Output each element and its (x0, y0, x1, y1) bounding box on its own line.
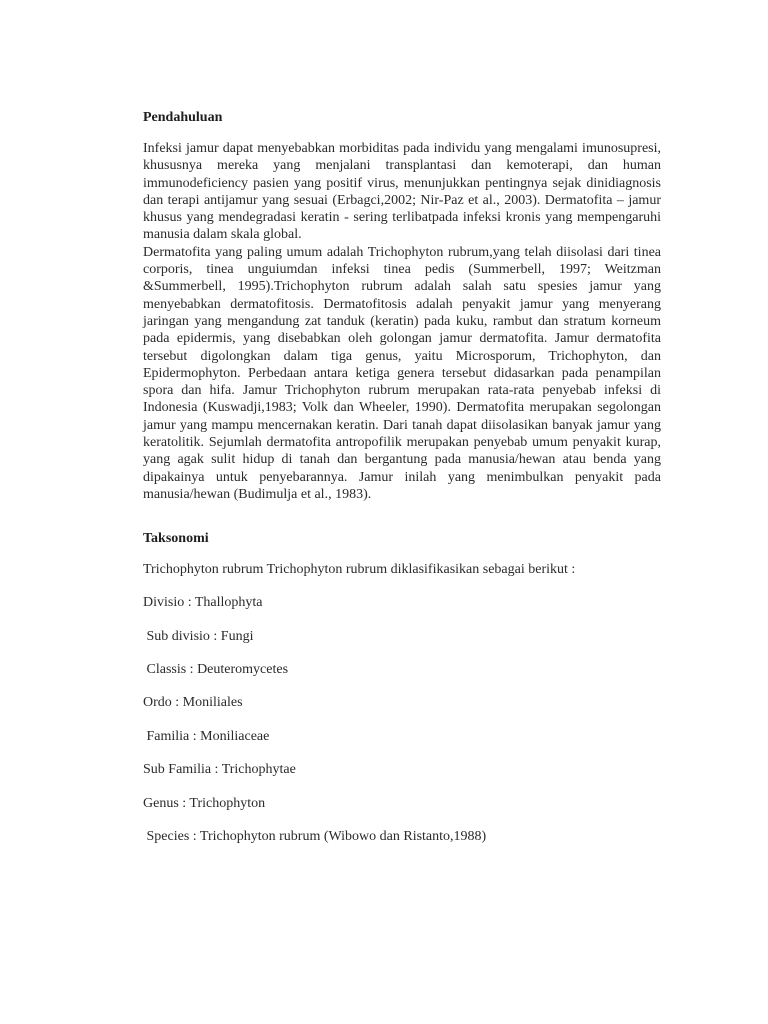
taxonomy-classis: Classis : Deuteromycetes (143, 662, 289, 678)
intro-paragraph-2: Dermatofita yang paling umum adalah Trichophyton rubrum,yang telah diisolasi dari tinea corporis, tinea unguiumdan infeksi tinea pedis (Summerbell, 1997; Weitzman &Summerbell, 1995).Trichophyton rubrum adalah salah satu spesies jamur yang menyebabkan dermatofitosis. Dermatofitosis adalah penyakit jamur yang menyerang jaringan yang mengandung zat tanduk (keratin) pada kuku, rambut dan stratum korneum pada epidermis, yang disebabkan oleh golongan jamur dermatofita. Jamur dermatofita tersebut digolongkan dalam tiga genus, yaitu Microsporum, Trichophyton, dan Epidermophyton. Perbedaan antara ketiga genera tersebut didasarkan pada penampilan spora dan hifa. Jamur Trichophyton rubrum merupakan rata-rata penyebab infeksi di Indonesia (Kuswadji,1983; Volk dan Wheeler, 1990). Dermatofita merupakan segolongan jamur yang mampu mencernakan keratin. Dari tanah dapat diisolasikan banyak jamur yang keratolitik. Sejumlah dermatofita antropofilik merupakan penyebab umum penyakit kurap, yang agak sulit hidup di tanah dan bergantung pada manusia/hewan atau benda yang dipakainya untuk penyebarannya. Jamur inilah yang menimbulkan penyakit pada manusia/hewan (Budimulja et al., 1983). (143, 244, 661, 502)
text-column (143, 108, 661, 861)
taxonomy-species: Species : Trichophyton rubrum (Wibowo dan Ristanto,1988) (143, 828, 487, 844)
taxonomy-divisio: Divisio : Thallophyta (143, 595, 263, 611)
taxonomy-sub-divisio: Sub divisio : Fungi (143, 628, 254, 644)
intro-paragraph-1: Infeksi jamur dapat menyebabkan morbiditas pada individu yang mengalami imunosupresi, khususnya mereka yang menjalani transplantasi dan kemoterapi, dan human immunodeficiency pasien yang positif virus, menunjukkan pentingnya sejak dinidiagnosis dan terapi antijamur yang sesuai (Erbagci,2002; Nir-Paz et al., 2003). Dermatofita – jamur khusus yang mendegradasi keratin - sering terlibatpada infeksi kronis yang mempengaruhi manusia dalam skala global. (143, 141, 661, 243)
taxonomy-ordo: Ordo : Moniliales (143, 695, 243, 711)
section-heading-pendahuluan: Pendahuluan (143, 110, 223, 125)
section-heading-taksonomi: Taksonomi (143, 531, 209, 547)
section-spacer (143, 503, 661, 529)
taxonomy-sub-familia: Sub Familia : Trichophytae (143, 762, 296, 778)
taxonomy-genus: Genus : Trichophyton (143, 795, 266, 811)
taxonomy-intro: Trichophyton rubrum Trichophyton rubrum diklasifikasikan sebagai berikut : (143, 562, 576, 578)
taxonomy-familia: Familia : Moniliaceae (143, 728, 270, 744)
